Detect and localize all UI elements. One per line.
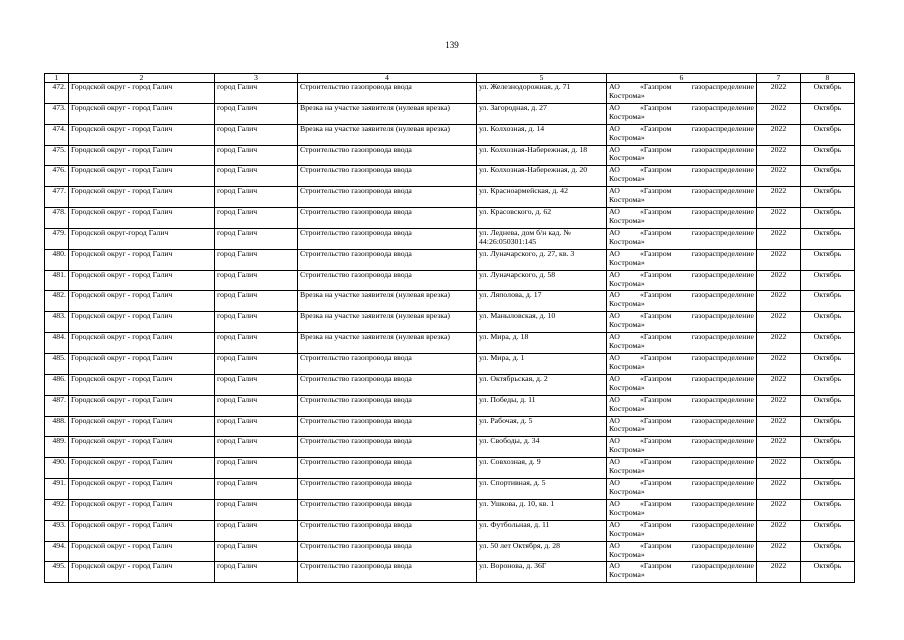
address-cell: ул. Воронова, д. 36Г [477, 562, 607, 583]
table-row [45, 479, 855, 500]
organization-cell: АО «Газпром газораспределение Кострома» [607, 416, 757, 437]
month-cell: Октябрь [801, 520, 855, 541]
column-number-row [45, 74, 855, 83]
table-row [45, 541, 855, 562]
district-cell: Городской округ - город Галич [69, 145, 215, 166]
locality-cell: город Галич [215, 187, 298, 208]
district-cell: Городской округ - город Галич [69, 520, 215, 541]
row-number: 489. [45, 437, 69, 458]
table-row [45, 333, 855, 354]
year-cell: 2022 [757, 187, 801, 208]
table-row [45, 458, 855, 479]
organization-cell: АО «Газпром газораспределение Кострома» [607, 458, 757, 479]
organization-cell: АО «Газпром газораспределение Кострома» [607, 333, 757, 354]
month-cell: Октябрь [801, 353, 855, 374]
district-cell: Городской округ - город Галич [69, 187, 215, 208]
organization-cell: АО «Газпром газораспределение Кострома» [607, 312, 757, 333]
organization-cell: АО «Газпром газораспределение Кострома» [607, 249, 757, 270]
district-cell: Городской округ - город Галич [69, 312, 215, 333]
organization-cell: АО «Газпром газораспределение Кострома» [607, 291, 757, 312]
row-number: 494. [45, 541, 69, 562]
district-cell: Городской округ - город Галич [69, 374, 215, 395]
work-type-cell: Врезка на участке заявителя (нулевая врезка) [298, 312, 477, 333]
district-cell: Городской округ - город Галич [69, 249, 215, 270]
month-cell: Октябрь [801, 562, 855, 583]
work-type-cell: Строительство газопровода ввода [298, 353, 477, 374]
year-cell: 2022 [757, 83, 801, 104]
locality-cell: город Галич [215, 353, 298, 374]
work-type-cell: Строительство газопровода ввода [298, 395, 477, 416]
year-cell: 2022 [757, 541, 801, 562]
address-cell: ул. Красноармейская, д. 42 [477, 187, 607, 208]
table-row [45, 208, 855, 229]
district-cell: Городской округ - город Галич [69, 541, 215, 562]
row-number: 479. [45, 228, 69, 249]
row-number: 475. [45, 145, 69, 166]
work-type-cell: Строительство газопровода ввода [298, 458, 477, 479]
address-cell: ул. Красовского, д. 62 [477, 208, 607, 229]
year-cell: 2022 [757, 166, 801, 187]
month-cell: Октябрь [801, 499, 855, 520]
month-cell: Октябрь [801, 270, 855, 291]
column-header: 6 [607, 74, 757, 83]
address-cell: ул. Футбольная, д. 11 [477, 520, 607, 541]
work-type-cell: Строительство газопровода ввода [298, 416, 477, 437]
address-cell: ул. Мира, д. 1 [477, 353, 607, 374]
address-cell: ул. 50 лет Октября, д. 28 [477, 541, 607, 562]
address-cell: ул. Колхозная, д. 14 [477, 124, 607, 145]
column-header: 3 [215, 74, 298, 83]
organization-cell: АО «Газпром газораспределение Кострома» [607, 124, 757, 145]
work-type-cell: Строительство газопровода ввода [298, 228, 477, 249]
locality-cell: город Галич [215, 228, 298, 249]
work-type-cell: Врезка на участке заявителя (нулевая врезка) [298, 124, 477, 145]
row-number: 490. [45, 458, 69, 479]
year-cell: 2022 [757, 499, 801, 520]
year-cell: 2022 [757, 520, 801, 541]
locality-cell: город Галич [215, 520, 298, 541]
locality-cell: город Галич [215, 479, 298, 500]
column-header: 1 [45, 74, 69, 83]
work-type-cell: Строительство газопровода ввода [298, 145, 477, 166]
work-type-cell: Строительство газопровода ввода [298, 208, 477, 229]
row-number: 481. [45, 270, 69, 291]
row-number: 492. [45, 499, 69, 520]
work-type-cell: Строительство газопровода ввода [298, 249, 477, 270]
locality-cell: город Галич [215, 333, 298, 354]
organization-cell: АО «Газпром газораспределение Кострома» [607, 187, 757, 208]
address-cell: ул. Ушкова, д. 10, кв. 1 [477, 499, 607, 520]
district-cell: Городской округ - город Галич [69, 416, 215, 437]
year-cell: 2022 [757, 249, 801, 270]
row-number: 473. [45, 103, 69, 124]
year-cell: 2022 [757, 270, 801, 291]
work-type-cell: Строительство газопровода ввода [298, 520, 477, 541]
work-type-cell: Врезка на участке заявителя (нулевая врезка) [298, 333, 477, 354]
year-cell: 2022 [757, 395, 801, 416]
locality-cell: город Галич [215, 103, 298, 124]
address-cell: ул. Леднева, дом б/н кад. № 44:26:050301:145 [477, 228, 607, 249]
month-cell: Октябрь [801, 228, 855, 249]
work-type-cell: Строительство газопровода ввода [298, 562, 477, 583]
locality-cell: город Галич [215, 499, 298, 520]
month-cell: Октябрь [801, 395, 855, 416]
district-cell: Городской округ - город Галич [69, 562, 215, 583]
address-cell: ул. Ляполова, д. 17 [477, 291, 607, 312]
work-type-cell: Строительство газопровода ввода [298, 437, 477, 458]
district-cell: Городской округ - город Галич [69, 124, 215, 145]
locality-cell: город Галич [215, 270, 298, 291]
table-row [45, 228, 855, 249]
year-cell: 2022 [757, 208, 801, 229]
month-cell: Октябрь [801, 333, 855, 354]
table-row [45, 312, 855, 333]
column-header: 5 [477, 74, 607, 83]
year-cell: 2022 [757, 416, 801, 437]
column-header: 4 [298, 74, 477, 83]
table-row [45, 291, 855, 312]
organization-cell: АО «Газпром газораспределение Кострома» [607, 479, 757, 500]
page-number: 139 [445, 40, 459, 50]
work-type-cell: Строительство газопровода ввода [298, 479, 477, 500]
year-cell: 2022 [757, 103, 801, 124]
row-number: 472. [45, 83, 69, 104]
table-row [45, 166, 855, 187]
column-header: 8 [801, 74, 855, 83]
year-cell: 2022 [757, 353, 801, 374]
organization-cell: АО «Газпром газораспределение Кострома» [607, 83, 757, 104]
district-cell: Городской округ - город Галич [69, 333, 215, 354]
district-cell: Городской округ - город Галич [69, 166, 215, 187]
row-number: 487. [45, 395, 69, 416]
table-row [45, 145, 855, 166]
table-row [45, 562, 855, 583]
work-type-cell: Строительство газопровода ввода [298, 270, 477, 291]
year-cell: 2022 [757, 333, 801, 354]
row-number: 480. [45, 249, 69, 270]
work-type-cell: Строительство газопровода ввода [298, 166, 477, 187]
district-cell: Городской округ-город Галич [69, 228, 215, 249]
district-cell: Городской округ - город Галич [69, 270, 215, 291]
row-number: 482. [45, 291, 69, 312]
row-number: 483. [45, 312, 69, 333]
organization-cell: АО «Газпром газораспределение Кострома» [607, 166, 757, 187]
year-cell: 2022 [757, 562, 801, 583]
row-number: 486. [45, 374, 69, 395]
address-cell: ул. Победы, д. 11 [477, 395, 607, 416]
district-cell: Городской округ - город Галич [69, 395, 215, 416]
organization-cell: АО «Газпром газораспределение Кострома» [607, 208, 757, 229]
gas-connection-table [44, 73, 855, 583]
year-cell: 2022 [757, 228, 801, 249]
table-row [45, 416, 855, 437]
month-cell: Октябрь [801, 479, 855, 500]
locality-cell: город Галич [215, 374, 298, 395]
address-cell: ул. Колхозная-Набережная, д. 18 [477, 145, 607, 166]
table-row [45, 249, 855, 270]
month-cell: Октябрь [801, 166, 855, 187]
month-cell: Октябрь [801, 83, 855, 104]
district-cell: Городской округ - город Галич [69, 353, 215, 374]
table-row [45, 520, 855, 541]
row-number: 474. [45, 124, 69, 145]
address-cell: ул. Свободы, д. 34 [477, 437, 607, 458]
table-row [45, 499, 855, 520]
locality-cell: город Галич [215, 458, 298, 479]
organization-cell: АО «Газпром газораспределение Кострома» [607, 270, 757, 291]
organization-cell: АО «Газпром газораспределение Кострома» [607, 374, 757, 395]
month-cell: Октябрь [801, 124, 855, 145]
year-cell: 2022 [757, 312, 801, 333]
row-number: 484. [45, 333, 69, 354]
district-cell: Городской округ - город Галич [69, 499, 215, 520]
month-cell: Октябрь [801, 145, 855, 166]
organization-cell: АО «Газпром газораспределение Кострома» [607, 145, 757, 166]
table-row [45, 270, 855, 291]
table-row [45, 83, 855, 104]
district-cell: Городской округ - город Галич [69, 83, 215, 104]
month-cell: Октябрь [801, 103, 855, 124]
district-cell: Городской округ - город Галич [69, 103, 215, 124]
row-number: 485. [45, 353, 69, 374]
column-header: 7 [757, 74, 801, 83]
work-type-cell: Строительство газопровода ввода [298, 187, 477, 208]
locality-cell: город Галич [215, 83, 298, 104]
organization-cell: АО «Газпром газораспределение Кострома» [607, 562, 757, 583]
organization-cell: АО «Газпром газораспределение Кострома» [607, 541, 757, 562]
month-cell: Октябрь [801, 416, 855, 437]
organization-cell: АО «Газпром газораспределение Кострома» [607, 499, 757, 520]
address-cell: ул. Луначарского, д. 27, кв. 3 [477, 249, 607, 270]
organization-cell: АО «Газпром газораспределение Кострома» [607, 520, 757, 541]
district-cell: Городской округ - город Галич [69, 437, 215, 458]
address-cell: ул. Загородная, д. 27 [477, 103, 607, 124]
table-row [45, 353, 855, 374]
work-type-cell: Строительство газопровода ввода [298, 499, 477, 520]
district-cell: Городской округ - город Галич [69, 291, 215, 312]
district-cell: Городской округ - город Галич [69, 208, 215, 229]
locality-cell: город Галич [215, 437, 298, 458]
address-cell: ул. Железнодорожная, д. 71 [477, 83, 607, 104]
work-type-cell: Врезка на участке заявителя (нулевая врезка) [298, 103, 477, 124]
locality-cell: город Галич [215, 145, 298, 166]
month-cell: Октябрь [801, 187, 855, 208]
row-number: 478. [45, 208, 69, 229]
table-body [45, 83, 855, 583]
address-cell: ул. Совхозная, д. 9 [477, 458, 607, 479]
address-cell: ул. Рабочая, д. 5 [477, 416, 607, 437]
row-number: 491. [45, 479, 69, 500]
organization-cell: АО «Газпром газораспределение Кострома» [607, 353, 757, 374]
row-number: 476. [45, 166, 69, 187]
organization-cell: АО «Газпром газораспределение Кострома» [607, 228, 757, 249]
year-cell: 2022 [757, 479, 801, 500]
locality-cell: город Галич [215, 166, 298, 187]
locality-cell: город Галич [215, 124, 298, 145]
locality-cell: город Галич [215, 249, 298, 270]
month-cell: Октябрь [801, 541, 855, 562]
year-cell: 2022 [757, 145, 801, 166]
year-cell: 2022 [757, 374, 801, 395]
year-cell: 2022 [757, 437, 801, 458]
year-cell: 2022 [757, 124, 801, 145]
table-row [45, 437, 855, 458]
month-cell: Октябрь [801, 437, 855, 458]
year-cell: 2022 [757, 458, 801, 479]
month-cell: Октябрь [801, 458, 855, 479]
locality-cell: город Галич [215, 541, 298, 562]
work-type-cell: Строительство газопровода ввода [298, 374, 477, 395]
table-row [45, 103, 855, 124]
row-number: 493. [45, 520, 69, 541]
row-number: 477. [45, 187, 69, 208]
locality-cell: город Галич [215, 395, 298, 416]
work-type-cell: Врезка на участке заявителя (нулевая врезка) [298, 291, 477, 312]
month-cell: Октябрь [801, 291, 855, 312]
table-row [45, 395, 855, 416]
month-cell: Октябрь [801, 374, 855, 395]
address-cell: ул. Луначарского, д. 58 [477, 270, 607, 291]
year-cell: 2022 [757, 291, 801, 312]
table-row [45, 187, 855, 208]
month-cell: Октябрь [801, 249, 855, 270]
table-row [45, 124, 855, 145]
row-number: 488. [45, 416, 69, 437]
month-cell: Октябрь [801, 312, 855, 333]
address-cell: ул. Октябрьская, д. 2 [477, 374, 607, 395]
address-cell: ул. Колхозная-Набережная, д. 20 [477, 166, 607, 187]
table-row [45, 374, 855, 395]
work-type-cell: Строительство газопровода ввода [298, 83, 477, 104]
locality-cell: город Галич [215, 291, 298, 312]
address-cell: ул. Мира, д. 18 [477, 333, 607, 354]
locality-cell: город Галич [215, 562, 298, 583]
organization-cell: АО «Газпром газораспределение Кострома» [607, 437, 757, 458]
district-cell: Городской округ - город Галич [69, 458, 215, 479]
district-cell: Городской округ - город Галич [69, 479, 215, 500]
row-number: 495. [45, 562, 69, 583]
locality-cell: город Галич [215, 312, 298, 333]
organization-cell: АО «Газпром газораспределение Кострома» [607, 395, 757, 416]
locality-cell: город Галич [215, 208, 298, 229]
organization-cell: АО «Газпром газораспределение Кострома» [607, 103, 757, 124]
month-cell: Октябрь [801, 208, 855, 229]
column-header: 2 [69, 74, 215, 83]
address-cell: ул. Спортивная, д. 5 [477, 479, 607, 500]
locality-cell: город Галич [215, 416, 298, 437]
work-type-cell: Строительство газопровода ввода [298, 541, 477, 562]
address-cell: ул. Маныловская, д. 10 [477, 312, 607, 333]
